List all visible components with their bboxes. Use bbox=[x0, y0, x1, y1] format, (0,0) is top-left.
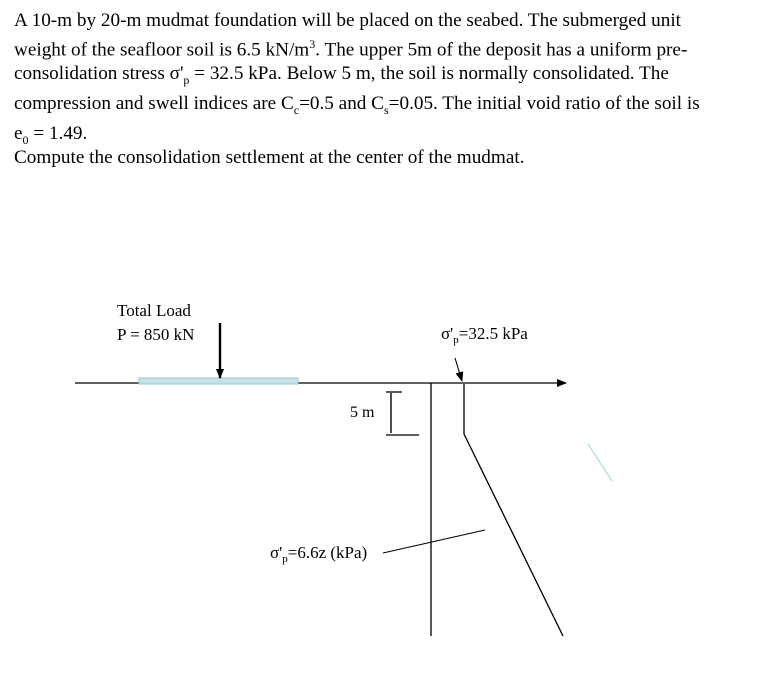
problem-line-5: $e_0 = 1.49$. bbox=[14, 123, 88, 148]
problem-line-3: consolidation stress $\sigma'_p = 32.5$ kPa. Below 5 m, the soil is normally consolidated. The bbox=[14, 62, 669, 87]
task-statement: Compute the consolidation settlement at the center of the mudmat. bbox=[14, 147, 525, 168]
stray-mark bbox=[588, 444, 612, 481]
problem-line-2: weight of the seafloor soil is 6.5 $kN/m^3$. The upper 5m of the deposit has a uniform pre- bbox=[14, 36, 688, 60]
load-label-2: P = 850 kN bbox=[117, 325, 195, 344]
sigma-top-arrow bbox=[455, 358, 462, 381]
sigma-bottom-label: $\sigma'_p=6.6z$ (kPa) bbox=[270, 543, 368, 565]
preconsolidation-profile bbox=[464, 384, 563, 636]
sigma-bottom-leader bbox=[383, 530, 485, 553]
problem-line-4: compression and swell indices are $C_c=0.5$ and $C_s=0.05$. The initial void ratio of the soil is bbox=[14, 93, 700, 117]
load-label-1: Total Load bbox=[117, 301, 191, 320]
sigma-top-label: $\sigma'_p=32.5$ kPa bbox=[441, 324, 528, 346]
problem-line-1: A 10-m by 20-m mudmat foundation will be placed on the seabed. The submerged unit bbox=[14, 10, 681, 31]
mudmat-foundation bbox=[139, 378, 298, 384]
depth-label: 5 m bbox=[350, 404, 375, 421]
